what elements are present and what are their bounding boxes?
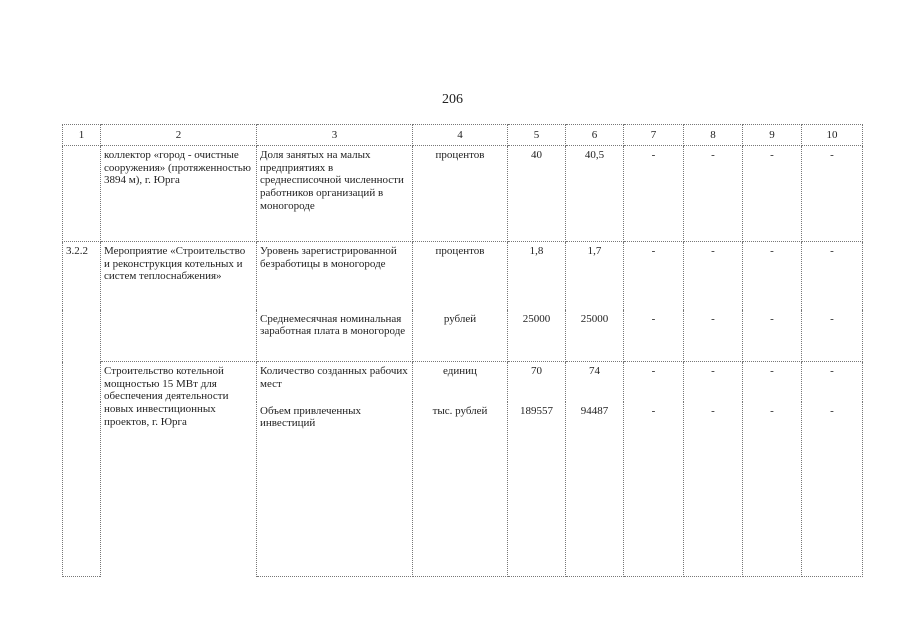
value-cell-6: 74	[566, 362, 624, 402]
value-cell-5: 189557	[508, 402, 566, 577]
header-cell: 6	[566, 125, 624, 146]
header-row	[63, 125, 863, 146]
value-cell-7: -	[624, 242, 684, 310]
value-cell-7: -	[624, 146, 684, 242]
data-table	[62, 124, 863, 577]
unit-cell: процентов	[413, 146, 508, 242]
value-cell-5: 1,8	[508, 242, 566, 310]
indicator-cell: Среднемесячная номинальная заработная плата в моногороде	[257, 310, 413, 362]
value-cell-9: -	[743, 402, 802, 577]
unit-cell: единиц	[413, 362, 508, 402]
event-cell: коллектор «город - очистные сооружения» (протяженностью 3894 м), г. Юрга	[101, 146, 257, 242]
table-row	[63, 310, 863, 362]
header-cell: 8	[684, 125, 743, 146]
row-number-cell	[63, 362, 101, 402]
indicator-cell: Объем привлеченных инвестиций	[257, 402, 413, 577]
header-cell: 2	[101, 125, 257, 146]
row-number-cell: 3.2.2	[63, 242, 101, 310]
header-cell: 1	[63, 125, 101, 146]
value-cell-10: -	[802, 310, 863, 362]
value-cell-6: 40,5	[566, 146, 624, 242]
value-cell-7: -	[624, 362, 684, 402]
event-cell: Строительство котельной мощностью 15 МВт для обеспечения деятельности новых инвестиционных проектов, г. Юрга	[101, 362, 257, 577]
header-cell: 9	[743, 125, 802, 146]
event-cell	[101, 310, 257, 362]
header-cell: 5	[508, 125, 566, 146]
value-cell-8: -	[684, 310, 743, 362]
value-cell-8: -	[684, 402, 743, 577]
table-row	[63, 362, 863, 402]
header-cell: 4	[413, 125, 508, 146]
indicator-cell: Количество созданных рабочих мест	[257, 362, 413, 402]
value-cell-8: -	[684, 362, 743, 402]
value-cell-7: -	[624, 402, 684, 577]
value-cell-10: -	[802, 242, 863, 310]
event-cell: Мероприятие «Строительство и реконструкция котельных и систем теплоснабжения»	[101, 242, 257, 310]
page-number: 206	[442, 92, 463, 107]
value-cell-8: -	[684, 146, 743, 242]
value-cell-5: 70	[508, 362, 566, 402]
value-cell-9: -	[743, 362, 802, 402]
value-cell-5: 25000	[508, 310, 566, 362]
row-number-cell	[63, 310, 101, 362]
value-cell-10: -	[802, 146, 863, 242]
row-number-cell	[63, 146, 101, 242]
value-cell-7: -	[624, 310, 684, 362]
value-cell-6: 25000	[566, 310, 624, 362]
value-cell-8: -	[684, 242, 743, 310]
value-cell-10: -	[802, 402, 863, 577]
value-cell-6: 94487	[566, 402, 624, 577]
indicator-cell: Доля занятых на малых предприятиях в среднесписочной численности работников организаций в моногороде	[257, 146, 413, 242]
indicator-cell: Уровень зарегистрированной безработицы в моногороде	[257, 242, 413, 310]
value-cell-6: 1,7	[566, 242, 624, 310]
value-cell-9: -	[743, 310, 802, 362]
value-cell-9: -	[743, 242, 802, 310]
header-cell: 3	[257, 125, 413, 146]
table-row	[63, 146, 863, 242]
unit-cell: процентов	[413, 242, 508, 310]
value-cell-5: 40	[508, 146, 566, 242]
value-cell-9: -	[743, 146, 802, 242]
header-cell: 7	[624, 125, 684, 146]
value-cell-10: -	[802, 362, 863, 402]
table-row	[63, 242, 863, 310]
row-number-cell	[63, 402, 101, 577]
header-cell: 10	[802, 125, 863, 146]
unit-cell: тыс. рублей	[413, 402, 508, 577]
unit-cell: рублей	[413, 310, 508, 362]
